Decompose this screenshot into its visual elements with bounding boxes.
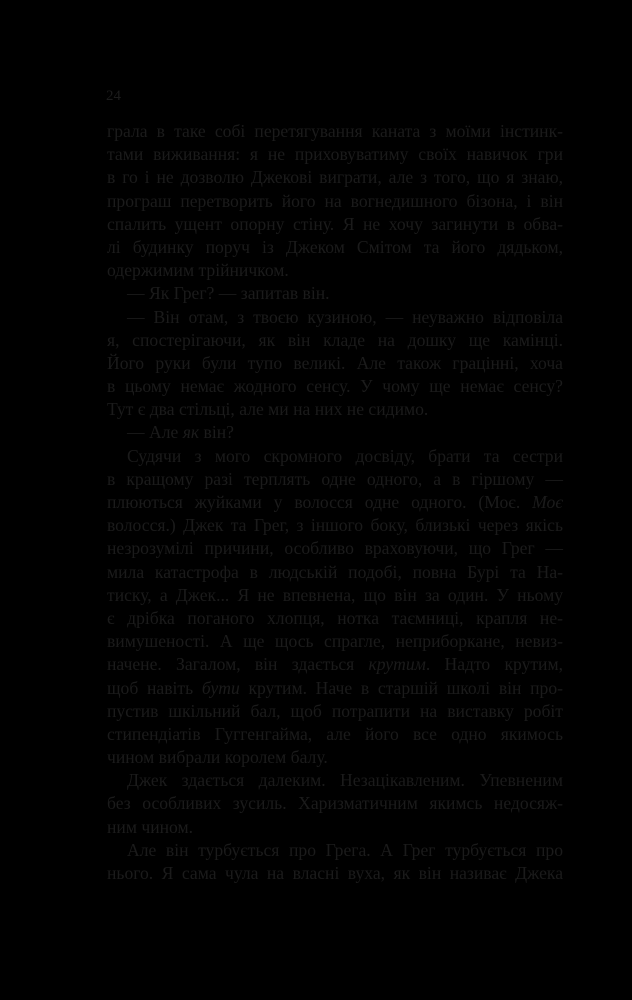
text-segment: плюються жуйками у волосся одне одного. (Моє.	[107, 492, 533, 512]
text-line: тиску, а Джек... Я не впевнена, що він за один. У ньому	[107, 584, 563, 605]
text-line: в го і не дозволю Джекові виграти, але з того, що я знаю,	[107, 167, 563, 188]
italic-word: бути	[201, 677, 240, 698]
text-line: Але він турбується про Грега. А Грег турбується про	[127, 839, 563, 860]
italic-word: як	[182, 422, 200, 443]
text-line: грала в таке собі перетягування каната з моїми інстинк-	[107, 121, 563, 141]
text-line: є дрібка поганого хлопця, нотка таємниці, крапля не-	[107, 607, 563, 628]
italic-word: крутим	[368, 654, 426, 675]
text-segment: начене. Загалом, він здається	[107, 654, 369, 675]
text-line: без особливих зусиль. Харизматичним якимсь недосяж-	[107, 793, 563, 814]
text-line: незрозумілі причини, особливо враховуючи, що Грег —	[107, 538, 563, 559]
text-line: Його руки були тупо великі. Але також грацінні, хоча	[107, 352, 563, 373]
text-line: ним чином.	[107, 816, 194, 837]
text-line: Джек здається далеким. Незацікавленим. Упевненим	[127, 770, 563, 791]
text-segment: . Надто крутим,	[425, 654, 564, 675]
text-segment: він?	[199, 422, 234, 443]
italic-word: Моє	[532, 492, 563, 512]
text-line: вимушеності. А ще щось спрагле, неприборкане, невиз-	[107, 631, 563, 652]
text-line: тами виживання: я не приховуватиму своїх навичок гри	[107, 144, 563, 165]
text-line: спалить ущент опорну стіну. Я не хочу загинути в обва-	[107, 213, 563, 234]
text-segment: — Але	[127, 422, 183, 443]
text-line: програш перетворить його на вогнедишного бізона, і він	[107, 190, 563, 211]
text-line: Судячи з мого скромного досвіду, брати та сестри	[127, 445, 563, 466]
text-line: — Як Грег? — запитав він.	[127, 283, 330, 304]
text-line: чином вибрали королем балу.	[107, 747, 328, 768]
text-line	[107, 421, 563, 444]
text-line: пустив шкільний бал, щоб потрапити на виставку робіт	[107, 700, 563, 721]
text-line: — Він отам, з твоєю кузиною, — неуважно відповіла	[127, 306, 563, 327]
text-line: в цьому немає жодного сенсу. У чому ще немає сенсу?	[107, 376, 563, 397]
text-segment: крутим. Наче в старшій школі він про-	[239, 677, 563, 698]
text-line	[107, 491, 563, 514]
text-line	[107, 677, 563, 700]
text-line	[107, 653, 563, 676]
text-line: стипендіатів Гуггенгайма, але його все одно якимось	[107, 723, 563, 744]
page-number: 24	[106, 88, 121, 104]
text-segment: щоб навіть	[107, 677, 202, 698]
text-line: Тут є два стільці, але ми на них не сидимо.	[107, 399, 429, 420]
text-line: в кращому разі терплять одне одного, а в гіршому —	[107, 468, 563, 489]
body-text	[107, 120, 563, 885]
text-line: лі будинку поруч із Джеком Смітом та його дядьком,	[107, 236, 563, 257]
text-line: нього. Я сама чула на власні вуха, як він називає Джека	[107, 863, 563, 883]
text-line: я, спостерігаючи, як він кладе на дошку ще камінці.	[107, 329, 563, 350]
text-line: волосся.) Джек та Грег, з іншого боку, близькі через якісь	[107, 515, 563, 536]
text-line: одержимим трійничком.	[107, 260, 289, 281]
text-line: мила катастрофа в людській подобі, повна Бурі та На-	[107, 561, 563, 582]
